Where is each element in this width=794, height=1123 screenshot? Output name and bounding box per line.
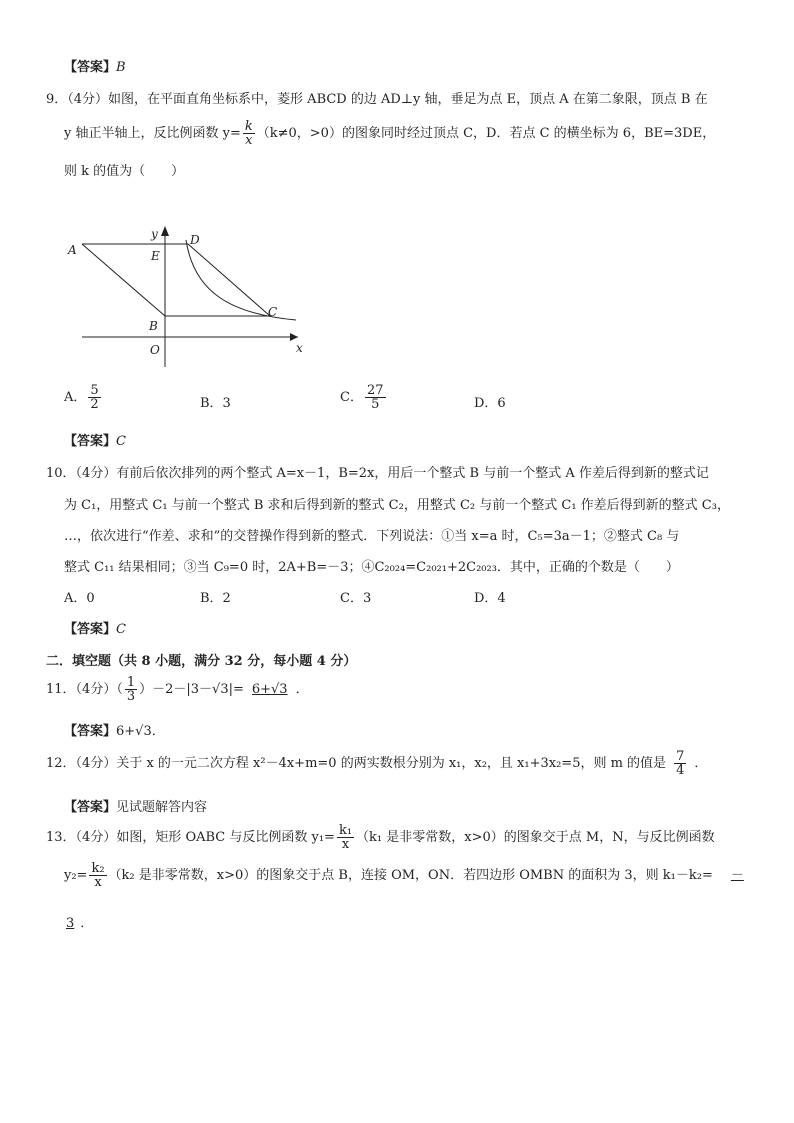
q10-choice-d: D．4 xyxy=(474,591,506,606)
answer-label: 【答案】 xyxy=(64,434,117,449)
frac-den: x xyxy=(89,875,106,889)
answer-label: 【答案】 xyxy=(64,60,117,75)
label-B: B xyxy=(149,319,158,333)
answer-label: 【答案】 xyxy=(64,724,117,739)
q10-choice-b: B．2 xyxy=(200,591,231,606)
choice-c-frac xyxy=(365,384,386,411)
q13-fraction-2 xyxy=(89,862,106,889)
answer-line xyxy=(64,56,126,75)
q11-answer xyxy=(64,720,165,739)
q9-frac-num: k xyxy=(244,119,253,134)
q12-answer xyxy=(64,796,207,815)
q11-end: ． xyxy=(295,682,309,697)
hyperbola-curve xyxy=(186,240,296,320)
q11-number: 11．（4分）（ xyxy=(46,682,123,697)
q10-answer xyxy=(64,618,126,637)
q9-text-2b: （k≠0，>0）的图象同时经过顶点 C，D．若点 C 的横坐标为 6，BE=3DE， xyxy=(256,126,716,141)
q13-text-2b: （k₂ 是非零常数，x>0）的图象交于点 B，连接 OM，ON．若四边形 OMBN 的面积为 3，则 k₁－k₂= xyxy=(108,868,713,883)
q12-end: ． xyxy=(694,756,708,771)
q13-fraction-1 xyxy=(337,824,354,851)
answer-value: C xyxy=(116,622,126,637)
label-A: A xyxy=(68,243,77,257)
q10-line1: 10．（4分）有前后依次排列的两个整式 A=x－1，B=2x，用后一个整式 B 与前一个整式 A 作差后得到新的整式记 xyxy=(46,466,709,481)
label-y: y xyxy=(151,227,158,241)
answer-value: C xyxy=(116,434,126,449)
q9-fraction xyxy=(243,120,255,147)
label-x: x xyxy=(296,341,303,355)
frac-num: 1 xyxy=(126,675,136,690)
q12-blank xyxy=(666,749,694,778)
q13-blank-part1: － xyxy=(730,868,744,883)
frac-den: 4 xyxy=(676,763,685,778)
q10-line2: 为 C₁，用整式 C₁ 与前一个整式 B 求和后得到新的整式 C₂，用整式 C₂ 与前一个整式 C₁ 作差后得到新的整式 C₃， xyxy=(64,498,730,513)
q11-expression: ）－2－|3－√3|= xyxy=(139,682,244,697)
section-heading: 二．填空题（共 8 小题，满分 32 分，每小题 4 分） xyxy=(46,654,357,669)
q9-line1 xyxy=(46,88,708,107)
q9-frac-den: x xyxy=(243,133,255,147)
q13-text-1b: （k₁ 是非零常数，x>0）的图象交于点 M，N，与反比例函数 xyxy=(356,830,715,845)
answer-value: B xyxy=(116,60,126,75)
q9-text-2a: y 轴正半轴上，反比例函数 y= xyxy=(64,126,241,141)
frac-num: k₁ xyxy=(338,823,353,838)
q13-blank-part2: 3 xyxy=(66,916,75,931)
label-C: C xyxy=(268,305,278,319)
x-axis-arrow xyxy=(290,333,298,341)
q13-line1 xyxy=(46,824,715,851)
frac-num: 5 xyxy=(90,383,99,398)
q12-line xyxy=(46,750,707,777)
q11-line xyxy=(46,676,309,703)
answer-label: 【答案】 xyxy=(64,622,117,637)
q9-line3: 则 k 的值为（ ） xyxy=(64,164,185,179)
q9-choice-a xyxy=(64,384,103,411)
q9-number: 9．（4分） xyxy=(46,92,109,107)
frac-den: 5 xyxy=(365,397,386,411)
frac-num: 27 xyxy=(366,383,384,398)
q13-line3 xyxy=(64,912,93,931)
answer-value: 见试题解答内容 xyxy=(116,800,208,815)
rhombus-abcd xyxy=(82,244,270,316)
label-O: O xyxy=(150,343,160,357)
q10-line4: 整式 C₁₁ 结果相同；③当 C₉=0 时，2A+B=－3；④C₂₀₂₄=C₂₀₂₁+2C₂₀₂₃．其中，正确的个数是（ ） xyxy=(64,560,679,575)
answer-value: 6+√3． xyxy=(116,724,165,739)
q13-text-1a: 13．（4分）如图，矩形 OABC 与反比例函数 y₁= xyxy=(46,830,335,845)
q13-text-2a: y₂= xyxy=(64,868,88,883)
q9-text-1: 如图，在平面直角坐标系中，菱形 ABCD 的边 AD⊥y 轴，垂足为点 E，顶点 A 在第二象限，顶点 B 在 xyxy=(108,92,708,107)
q11-fraction xyxy=(125,676,137,703)
frac-num: 7 xyxy=(676,749,685,764)
y-axis-arrow xyxy=(161,226,169,236)
choice-a-frac xyxy=(88,384,100,411)
choice-a-label: A． xyxy=(64,390,87,405)
frac-num: k₂ xyxy=(91,861,105,876)
q12-fraction xyxy=(674,750,686,777)
frac-den: x xyxy=(337,837,354,851)
q10-line3: …，依次进行“作差、求和”的交替操作得到新的整式．下列说法：①当 x=a 时，C₅=3a－1；②整式 C₈ 与 xyxy=(64,529,680,544)
choice-c-label: C． xyxy=(340,390,363,405)
q9-choice-d: D．6 xyxy=(474,396,506,411)
frac-den: 3 xyxy=(126,689,136,704)
q10-choice-a: A．0 xyxy=(64,591,95,606)
q12-text: 12．（4分）关于 x 的一元二次方程 x²－4x+m=0 的两实数根分别为 x₁，x₂，且 x₁+3x₂=5，则 m 的值是 xyxy=(46,756,667,771)
label-E: E xyxy=(151,249,160,263)
q13-end: ． xyxy=(80,916,94,931)
q9-figure xyxy=(60,222,310,372)
answer-label: 【答案】 xyxy=(64,800,117,815)
q11-blank-answer: 6+√3 xyxy=(251,682,288,697)
q9-answer xyxy=(64,430,126,449)
q9-line2 xyxy=(64,120,715,147)
q9-choice-b: B．3 xyxy=(200,396,231,411)
label-D: D xyxy=(190,233,200,247)
q10-choice-c: C．3 xyxy=(340,591,372,606)
frac-den: 2 xyxy=(90,397,99,412)
q9-choice-c xyxy=(340,384,388,411)
q13-line2 xyxy=(64,862,748,889)
